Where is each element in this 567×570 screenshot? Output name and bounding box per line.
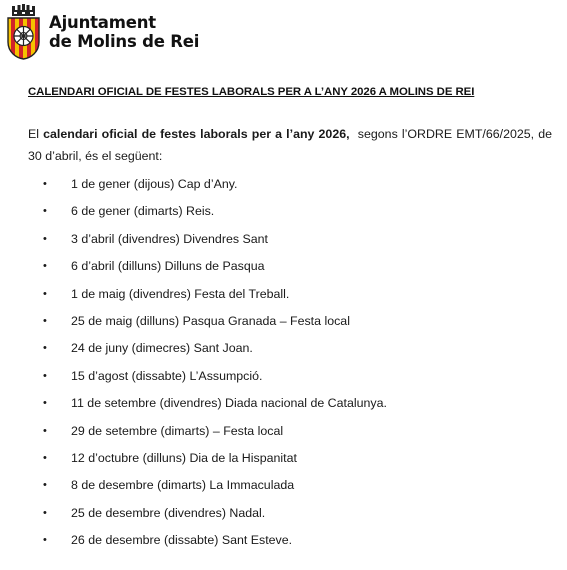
holiday-text: 1 de maig (divendres) Festa del Treball. [71,286,290,301]
holiday-text: 3 d’abril (divendres) Divendres Sant [71,231,268,246]
bullet-icon: • [43,342,47,355]
holiday-text: 8 de desembre (dimarts) La Immaculada [71,478,295,493]
bullet-icon: • [43,314,47,327]
holiday-text: 24 de juny (dimecres) Sant Joan. [71,341,253,356]
holiday-text: 11 de setembre (divendres) Diada nacional de Catalunya. [71,396,387,411]
holiday-text: 6 d’abril (dilluns) Dilluns de Pasqua [71,259,265,274]
organization-name-line2: de Molins de Rei [49,32,200,51]
intro-rest: segons l’ORDRE EMT/66/2025, de 30 d’abril, és el següent: [28,127,556,163]
bullet-icon: • [43,205,47,218]
bullet-icon: • [43,178,47,190]
organization-name-line1: Ajuntament [49,13,156,32]
holiday-text: 15 d’agost (dissabte) L’Assumpció. [71,368,263,383]
intro-bold-text: calendari oficial de festes laborals per a l’any 2026, [43,127,350,141]
holiday-text: 25 de desembre (divendres) Nadal. [71,505,266,520]
bullet-icon: • [43,260,47,273]
holiday-text: 29 de setembre (dimarts) – Festa local [71,423,284,438]
holiday-text: 12 d’octubre (dilluns) Dia de la Hispanitat [71,450,297,465]
holiday-text: 1 de gener (dijous) Cap d’Any. [71,177,238,191]
document-title: CALENDARI OFICIAL DE FESTES LABORALS PER A L’ANY 2026 A MOLINS DE REI [28,86,475,98]
bullet-icon: • [43,397,47,410]
bullet-icon: • [43,287,47,300]
header [5,4,199,60]
bullet-icon: • [43,424,47,437]
bullet-icon: • [43,369,47,382]
bullet-icon: • [43,534,47,547]
holiday-text: 6 de gener (dimarts) Reis. [71,204,215,219]
bullet-icon: • [43,451,47,464]
intro-prefix: El [28,127,44,141]
intro-paragraph [28,123,556,167]
organization-name [49,13,199,51]
bullet-icon: • [43,479,47,492]
bullet-icon: • [43,506,47,519]
municipal-coat-of-arms-icon [5,4,42,60]
bullet-icon: • [43,232,47,245]
holiday-text: 25 de maig (dilluns) Pasqua Granada – Festa local [71,313,350,328]
holiday-text: 26 de desembre (dissabte) Sant Esteve. [71,533,293,548]
